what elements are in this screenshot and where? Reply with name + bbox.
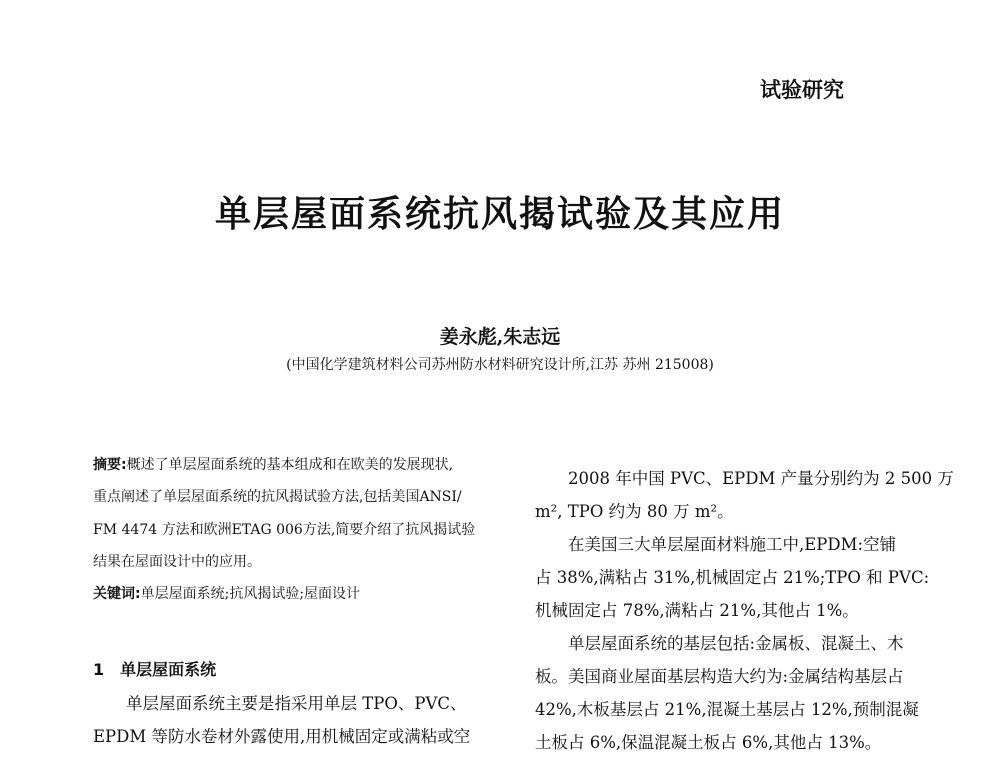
section-number: 1 xyxy=(93,660,105,679)
body-line: m², TPO 约为 80 万 m²。 xyxy=(535,502,734,521)
section-title: 单层屋面系统 xyxy=(120,660,217,679)
body-line: 2008 年中国 PVC、EPDM 产量分别约为 2 500 万 xyxy=(568,469,954,488)
body-line: 占 38%,满粘占 31%,机械固定占 21%;TPO 和 PVC: xyxy=(535,568,930,587)
abstract-line: FM 4474 方法和欧洲ETAG 006方法,简要介绍了抗风揭试验 xyxy=(93,521,476,538)
keywords-line xyxy=(93,578,493,610)
section-body xyxy=(93,687,493,753)
keywords-label: 关键词: xyxy=(93,586,141,603)
abstract-text: 概述了单层屋面系统的基本组成和在欧美的发展现状, xyxy=(126,457,454,473)
author-affiliation: (中国化学建筑材料公司苏州防水材料研究设计所,江苏 苏州 215008) xyxy=(286,357,714,373)
body-line: 在美国三大单层屋面材料施工中,EPDM:空铺 xyxy=(568,535,897,554)
body-line: 土板占 6%,保温混凝土板占 6%,其他占 13%。 xyxy=(535,733,882,752)
abstract-line: 重点阐述了单层屋面系统的抗风揭试验方法,包括美国ANSI/ xyxy=(93,489,462,506)
journal-section-label: 试验研究 xyxy=(760,78,844,102)
abstract-line: 结果在屋面设计中的应用。 xyxy=(93,553,261,570)
abstract-line xyxy=(93,449,493,481)
article-authors: 姜永彪,朱志远 xyxy=(439,326,561,348)
abstract-block xyxy=(93,449,493,610)
body-line: EPDM 等防水卷材外露使用,用机械固定或满粘或空 xyxy=(93,727,471,746)
right-column-text xyxy=(535,462,954,759)
body-line: 板。美国商业屋面基层构造大约为:金属结构基层占 xyxy=(535,667,904,686)
keywords-text: 单层屋面系统;抗风揭试验;屋面设计 xyxy=(140,586,361,603)
body-line: 单层屋面系统主要是指采用单层 TPO、PVC、 xyxy=(126,694,467,713)
body-line: 单层屋面系统的基层包括:金属板、混凝土、木 xyxy=(568,634,904,653)
body-line: 42%,木板基层占 21%,混凝土基层占 12%,预制混凝 xyxy=(535,700,919,719)
article-title: 单层屋面系统抗风揭试验及其应用 xyxy=(214,193,785,235)
section-heading xyxy=(93,657,216,680)
body-line: 机械固定占 78%,满粘占 21%,其他占 1%。 xyxy=(535,601,859,620)
abstract-label: 摘要: xyxy=(93,457,127,473)
